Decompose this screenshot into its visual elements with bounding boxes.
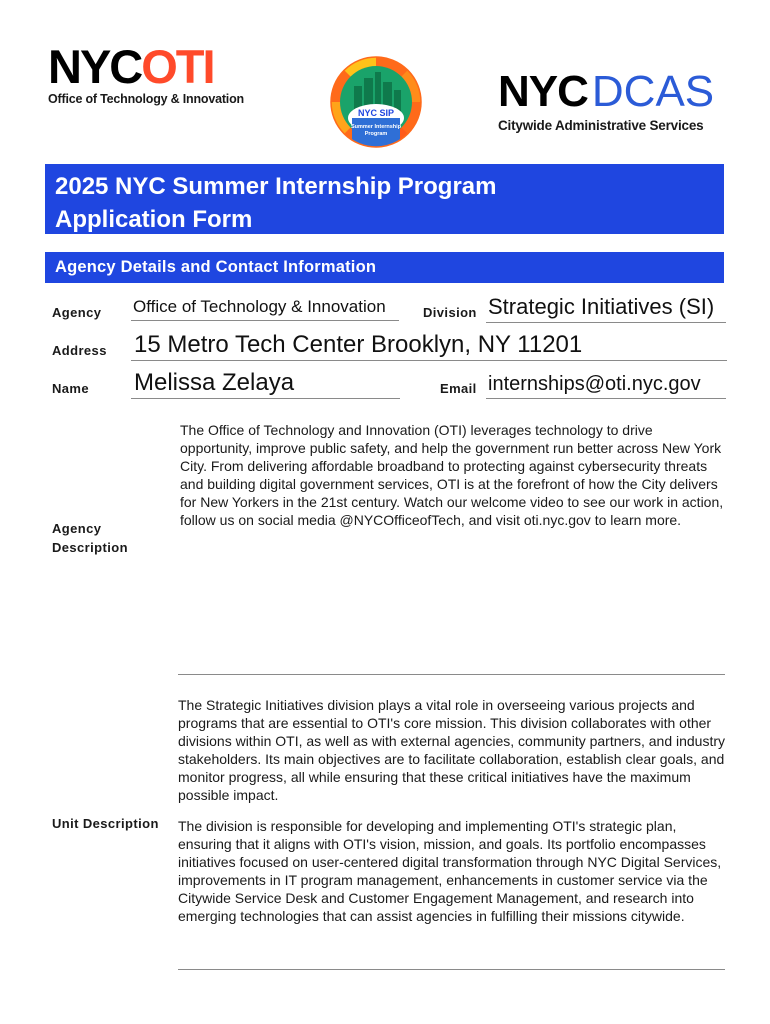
unit-description-underline [178,969,725,970]
oti-logo-nyc: NYC [48,40,142,93]
section-header: Agency Details and Contact Information [45,252,724,283]
agency-field[interactable]: Office of Technology & Innovation [131,294,399,321]
agency-description-label [52,519,128,557]
sip-logo-title: NYC SIP [357,108,395,118]
oti-logo-oti: OTI [141,40,214,93]
address-label: Address [52,343,107,358]
dcas-logo [498,67,748,136]
oti-logo-subtitle: Office of Technology & Innovation [48,92,244,106]
agency-description-field[interactable]: The Office of Technology and Innovation (OTI) leverages technology to drive opportunity, improve public safety, and help the government run better across New York City. From delivering affordable broadband to protecting against cybersecurity threats and building digital government services, OTI is at the forefront of how the City delivers for New Yorkers in the 21st century. Watch our welcome video to see our work in action, follow us on social media @NYCOfficeofTech, and visit oti.nyc.gov to learn more. [180,422,724,528]
email-field[interactable]: internships@oti.nyc.gov [486,370,726,399]
sip-logo [330,56,422,148]
dcas-logo-dcas: DCAS [591,67,715,116]
agency-description-underline [178,674,725,675]
dcas-logo-nyc: NYC [498,67,588,116]
oti-logo-mark [48,40,273,93]
sip-logo-line2: Summer Internship [350,124,402,130]
dcas-logo-mark [498,67,748,116]
form-title-line2: Application Form [55,206,253,233]
oti-logo [48,40,273,114]
email-label: Email [440,381,477,396]
unit-description-paragraph-1[interactable]: The Strategic Initiatives division plays a vital role in overseeing various projects and programs that are essential to OTI's core mission. This division collaborates with other divisions within OTI, as well as with external agencies, community partners, and industry stakeholders. Its main objectives are to facilitate collaboration, establish clear goals, and monitor progress, all while ensuring that these critical initiatives have the maximum possible impact. [178,697,726,803]
division-label: Division [423,305,477,320]
name-label: Name [52,381,90,396]
unit-description-paragraph-2[interactable]: The division is responsible for developing and implementing OTI's strategic plan, ensuring that it aligns with OTI's vision, mission, and goals. Its portfolio encompasses initiatives focused on user-centered digital transformation through NYC Digital Services, improvements in IT program management, enhancements in customer service via the Citywide Service Desk and Customer Engagement Management, and research into emerging technologies that can assist agencies in fulfilling their missions citywide. [178,818,722,924]
agency-description-label-line2: Description [52,540,128,555]
division-field[interactable]: Strategic Initiatives (SI) [486,292,726,323]
agency-label: Agency [52,305,102,320]
form-title-line1: 2025 NYC Summer Internship Program [55,173,497,200]
name-field[interactable]: Melissa Zelaya [131,368,400,399]
dcas-logo-subtitle: Citywide Administrative Services [498,118,704,133]
address-field[interactable]: 15 Metro Tech Center Brooklyn, NY 11201 [131,330,727,361]
agency-description-label-line1: Agency [52,521,102,536]
unit-description-label: Unit Description [52,816,159,831]
form-title-bar [45,164,724,234]
sip-logo-line3: Program [364,131,388,137]
